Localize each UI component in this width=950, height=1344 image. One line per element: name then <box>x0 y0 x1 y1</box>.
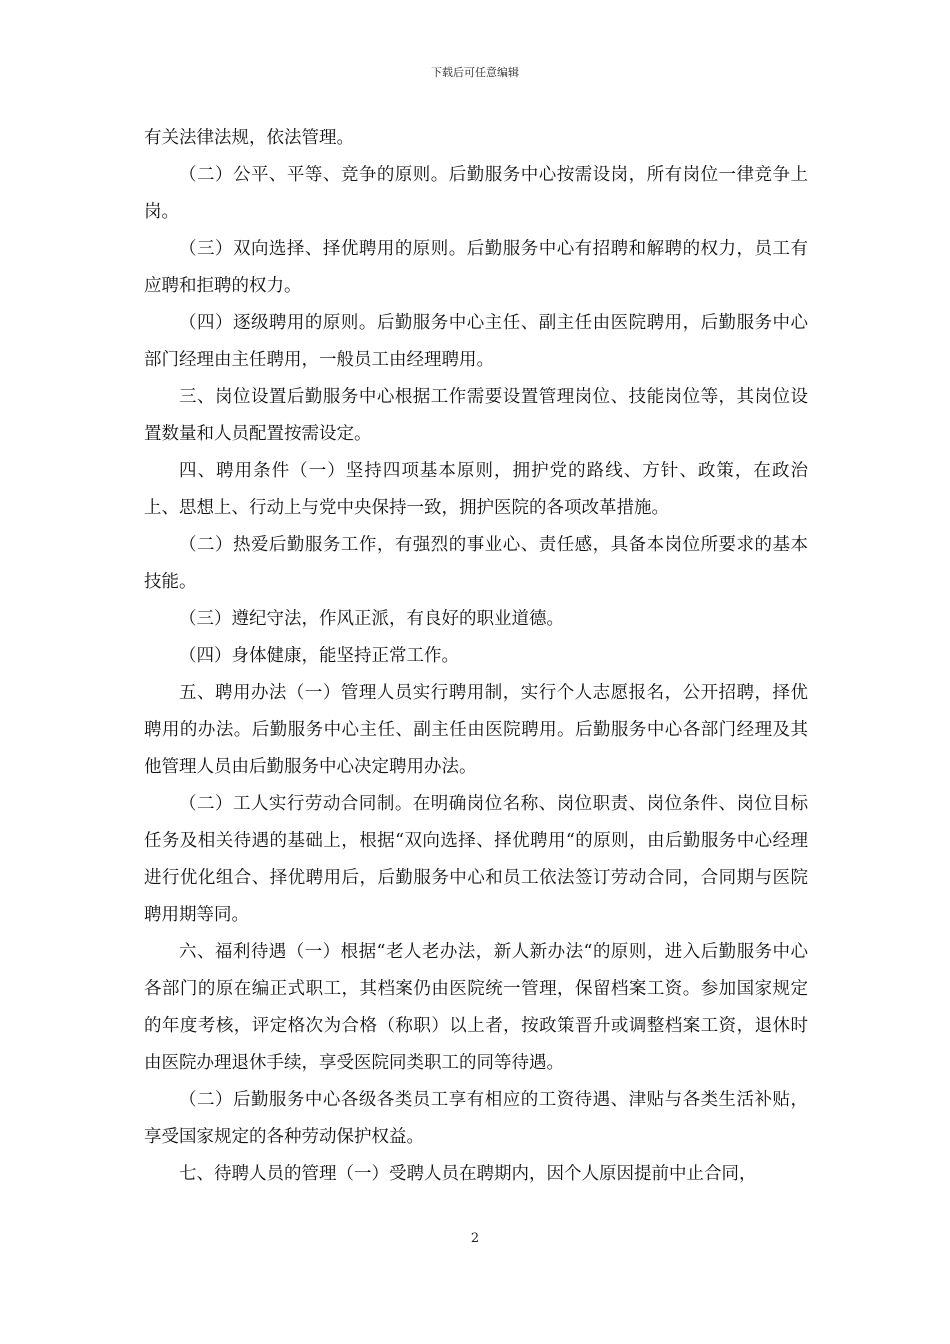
paragraph: （三）遵纪守法，作风正派，有良好的职业道德。 <box>179 609 564 629</box>
paragraph: （四）身体健康，能坚持正常工作。 <box>179 646 459 666</box>
paragraph: （二）热爱后勤服务工作，有强烈的事业心、责任感，具备本岗位所要求的基本技能。 <box>144 535 808 592</box>
page-header: 下载后可任意编辑 <box>431 66 519 79</box>
paragraph: 三、岗位设置后勤服务中心根据工作需要设置管理岗位、技能岗位等，其岗位设置数量和人员配置按需设定。 <box>144 387 808 444</box>
paragraph: （二）工人实行劳动合同制。在明确岗位名称、岗位职责、岗位条件、岗位目标任务及相关待遇的基础上，根据“双向选择、择优聘用“的原则，由后勤服务中心经理进行优化组合、择优聘用后，后勤服务中心和员工依法签订劳动合同，合同期与医院聘用期等同。 <box>144 794 808 925</box>
paragraph: 四、聘用条件（一）坚持四项基本原则，拥护党的路线、方针、政策，在政治上、思想上、行动上与党中央保持一致，拥护医院的各项改革措施。 <box>144 461 808 518</box>
page-number: 2 <box>470 1231 480 1246</box>
paragraph: 有关法律法规，依法管理。 <box>144 128 354 148</box>
paragraph: 五、聘用办法（一）管理人员实行聘用制，实行个人志愿报名，公开招聘，择优聘用的办法。后勤服务中心主任、副主任由医院聘用。后勤服务中心各部门经理及其他管理人员由后勤服务中心决定聘用办法。 <box>144 683 808 777</box>
paragraph: （二）后勤服务中心各级各类员工享有相应的工资待遇、津贴与各类生活补贴，享受国家规定的各种劳动保护权益。 <box>144 1090 808 1147</box>
paragraph: （二）公平、平等、竞争的原则。后勤服务中心按需设岗，所有岗位一律竞争上岗。 <box>144 165 808 222</box>
document-body <box>144 120 808 1193</box>
paragraph: 六、福利待遇（一）根据“老人老办法，新人新办法“的原则，进入后勤服务中心各部门的原在编正式职工，其档案仍由医院统一管理，保留档案工资。参加国家规定的年度考核，评定格次为合格（称职）以上者，按政策晋升或调整档案工资，退休时由医院办理退休手续，享受医院同类职工的同等待遇。 <box>144 942 808 1073</box>
paragraph: 七、待聘人员的管理（一）受聘人员在聘期内，因个人原因提前中止合同， <box>179 1164 757 1184</box>
paragraph: （四）逐级聘用的原则。后勤服务中心主任、副主任由医院聘用，后勤服务中心部门经理由主任聘用，一般员工由经理聘用。 <box>144 313 808 370</box>
paragraph: （三）双向选择、择优聘用的原则。后勤服务中心有招聘和解聘的权力，员工有应聘和拒聘的权力。 <box>144 239 808 296</box>
